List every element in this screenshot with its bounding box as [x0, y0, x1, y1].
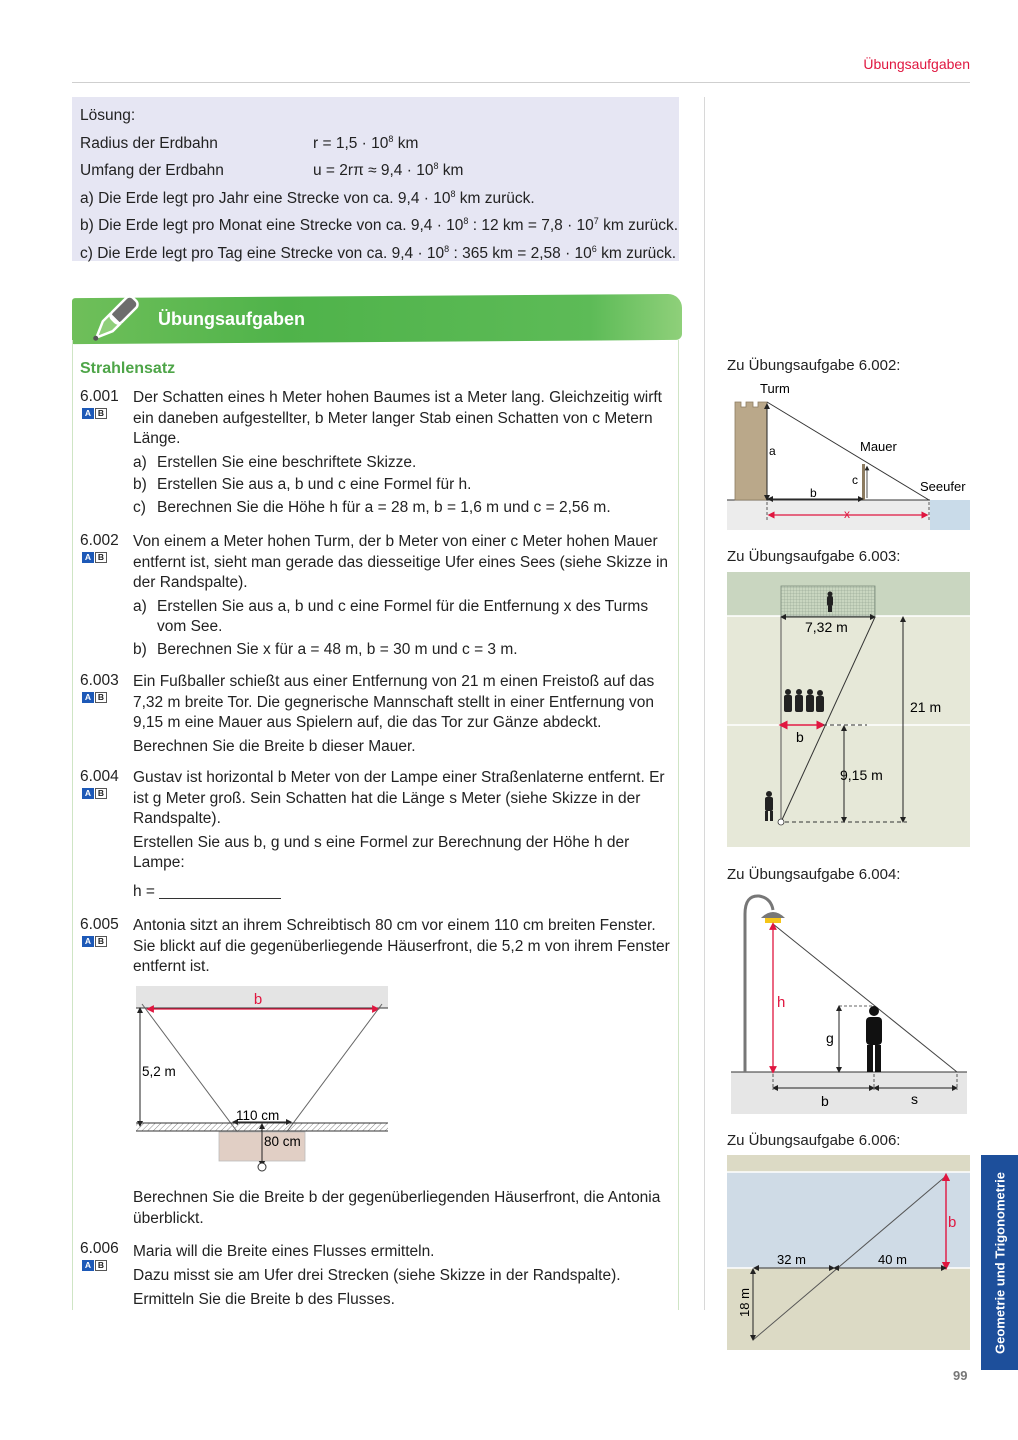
- exercise-text: Von einem a Meter hohen Turm, der b Meter von einer c Meter hohen Mauer entfernt ist, sieht man gerade das diesseitige Ufer eines Sees (siehe Skizze in der Randspalte).: [133, 533, 669, 591]
- exercise-part: [133, 498, 675, 519]
- exponent: 8: [450, 188, 456, 199]
- part-label: b): [133, 476, 147, 493]
- solution-label: Lösung:: [80, 107, 136, 124]
- answer-text: km zurück.: [596, 244, 677, 262]
- solution-row-label: Umfang der Erdbahn: [80, 162, 224, 179]
- difficulty-badges: [82, 788, 107, 799]
- badge-a: A: [82, 1260, 94, 1271]
- figure-caption-6003: Zu Übungsaufgabe 6.003:: [727, 548, 901, 565]
- part-label: a): [133, 453, 147, 471]
- difficulty-badges: [82, 692, 107, 703]
- exponent: 8: [388, 133, 394, 144]
- part-label: c): [133, 498, 146, 516]
- river-figure: [727, 1155, 970, 1350]
- label-distance: 5,2 m: [142, 1064, 176, 1079]
- viewer-point: [258, 1163, 266, 1171]
- badge-a: A: [82, 692, 94, 703]
- label-desk: 80 cm: [264, 1134, 301, 1149]
- exponent: 6: [591, 243, 597, 254]
- label-40m: 40 m: [878, 1252, 907, 1267]
- exercise-number: 6.001: [80, 388, 119, 405]
- exercise-text: Ein Fußballer schießt aus einer Entfernung von 21 m einen Freistoß auf das 7,32 m breite Tor. Die gegnerische Mannschaft stellt in einer Entfernung von 9,15 m eine Mauer aus Spielern auf, die das Tor zur Gänze abdeckt.: [133, 673, 655, 731]
- solution-box: [72, 97, 679, 261]
- part-text: Erstellen Sie aus a, b und c eine Formel für h.: [157, 476, 472, 493]
- unit: km: [438, 162, 464, 179]
- label-distance: 21 m: [910, 699, 942, 715]
- label-32m: 32 m: [777, 1252, 806, 1267]
- exponent: 7: [593, 216, 599, 226]
- label-b: b: [948, 1214, 957, 1231]
- part-label: b): [133, 640, 147, 658]
- solution-answer: [80, 240, 677, 268]
- light-ray: [773, 924, 957, 1072]
- exercise-number: 6.004: [80, 768, 119, 785]
- solution-row-value: r = 1,5 · 10: [313, 134, 389, 152]
- solution-row-label: Radius der Erdbahn: [80, 134, 218, 152]
- label-b: b: [821, 1093, 829, 1109]
- difficulty-badges: [82, 408, 107, 419]
- exercise-text: Maria will die Breite eines Flusses ermitteln.: [133, 1243, 435, 1260]
- solution-answer: [80, 185, 671, 213]
- part-text: Berechnen Sie die Höhe h für a = 28 m, b = 1,6 m und c = 2,56 m.: [157, 498, 611, 516]
- street-lamp-figure: [727, 890, 970, 1115]
- badge-a: A: [82, 936, 94, 947]
- answer-text: : 365 km = 2,58 · 10: [449, 244, 592, 262]
- window-view-figure: [130, 984, 395, 1174]
- label-wall-distance: 9,15 m: [840, 767, 883, 783]
- figure-caption-6002: Zu Übungsaufgabe 6.002:: [727, 357, 901, 374]
- part-text: Erstellen Sie eine beschriftete Skizze.: [157, 453, 417, 471]
- wall: [862, 464, 865, 500]
- label-wall: Mauer: [860, 439, 897, 454]
- label-18m: 18 m: [737, 1288, 752, 1317]
- answer-text: km zurück.: [455, 189, 535, 207]
- label-tower: Turm: [760, 381, 790, 396]
- part-text: Erstellen Sie aus a, b und c eine Formel für die Entfernung x des Turms vom See.: [157, 597, 649, 635]
- sight-line: [767, 402, 929, 500]
- exercise-6-005-question: [80, 1188, 675, 1232]
- label-goal-width: 7,32 m: [805, 619, 848, 635]
- badge-b: B: [95, 552, 107, 563]
- exercise-text: Ermitteln Sie die Breite b des Flusses.: [133, 1291, 395, 1308]
- label-h: h: [777, 994, 786, 1011]
- label-window: 110 cm: [236, 1108, 280, 1123]
- label-s: s: [911, 1091, 918, 1107]
- exercise-text: Erstellen Sie aus b, g und s eine Formel zur Berechnung der Höhe h der Lampe:: [133, 833, 630, 871]
- badge-b: B: [95, 1260, 107, 1271]
- solution-row-value: u = 2rπ ≈ 9,4 · 10: [313, 162, 434, 179]
- answer-text: c) Die Erde legt pro Tag eine Strecke von ca. 9,4 · 10: [80, 244, 445, 262]
- badge-b: B: [95, 788, 107, 799]
- header-divider: [72, 82, 970, 83]
- exercise-6-006: [80, 1240, 675, 1312]
- exercise-6-003: [80, 672, 675, 760]
- label-b: b: [796, 729, 804, 745]
- badge-b: B: [95, 692, 107, 703]
- banner-title: Übungsaufgaben: [158, 309, 305, 329]
- exercise-number: 6.003: [80, 672, 119, 689]
- exercise-text: Der Schatten eines h Meter hohen Baumes ist a Meter lang. Gleichzeitig wirft ein daneben aufgestellter, b Meter langer Stab einen Schatten von c Metern Länge.: [133, 389, 662, 447]
- chapter-tab-label: Geometrie und Trigonometrie: [992, 1171, 1007, 1354]
- exercise-number: 6.005: [80, 916, 119, 933]
- label-b: b: [810, 486, 817, 500]
- answer-text: a) Die Erde legt pro Jahr eine Strecke von ca. 9,4 · 10: [80, 189, 451, 207]
- exercise-text: Berechnen Sie die Breite b der gegenüberliegenden Häuserfront, die Antonia überblickt.: [133, 1189, 661, 1227]
- label-shore: Seeufer: [920, 479, 966, 494]
- exercise-text: Antonia sitzt an ihrem Schreibtisch 80 cm vor einem 110 cm breiten Fenster. Sie blickt auf die gegenüberliegende Häuserfront, die 5,2 m von ihrem Fenster entfernt ist.: [133, 917, 670, 975]
- difficulty-badges: [82, 1260, 107, 1271]
- exercise-number: 6.006: [80, 1240, 119, 1257]
- badge-a: A: [82, 408, 94, 419]
- solution-row: [80, 130, 671, 158]
- exercise-6-001: [80, 388, 675, 518]
- page-number: 99: [953, 1368, 968, 1383]
- chapter-tab[interactable]: [981, 1155, 1018, 1370]
- answer-prefix: h =: [133, 882, 155, 900]
- answer-text: : 12 km = 7,8 · 10: [468, 217, 594, 234]
- exercise-6-002: [80, 532, 675, 660]
- person-icon: [866, 1006, 882, 1072]
- part-label: a): [133, 597, 147, 615]
- badge-a: A: [82, 788, 94, 799]
- column-divider: [704, 97, 705, 1310]
- label-a: a: [769, 444, 776, 458]
- exercise-text: Gustav ist horizontal b Meter von der Lampe einer Straßenlaterne entfernt. Er ist g Meter groß. Sein Schatten hat die Länge s Meter (siehe Skizze in der Randspalte).: [133, 769, 665, 827]
- unit: km: [393, 134, 419, 152]
- free-kick-figure: [727, 572, 970, 847]
- lamp-head: [761, 912, 785, 918]
- exercise-part: [133, 597, 675, 638]
- tower-figure: [727, 378, 970, 530]
- running-head: Übungsaufgaben: [863, 56, 970, 72]
- exercise-text: Berechnen Sie die Breite b dieser Mauer.: [133, 737, 416, 755]
- lamp-light: [765, 918, 781, 923]
- exercise-part: [133, 640, 675, 661]
- solution-row: [80, 157, 671, 185]
- label-b: b: [253, 991, 263, 1008]
- exercise-part: [133, 475, 675, 496]
- ball-icon: [778, 819, 784, 825]
- exercise-6-004: [80, 768, 675, 905]
- label-c: c: [852, 473, 858, 487]
- answer-text: km zurück.: [598, 217, 679, 234]
- section-banner: [72, 296, 682, 342]
- exponent: 8: [444, 243, 450, 254]
- answer-input[interactable]: [159, 885, 281, 899]
- exercise-number: 6.002: [80, 532, 119, 549]
- lake: [930, 500, 970, 530]
- exercise-6-005: [80, 916, 675, 981]
- solution-answer: [80, 212, 679, 240]
- difficulty-badges: [82, 936, 107, 947]
- exponent: 8: [433, 161, 439, 171]
- badge-a: A: [82, 552, 94, 563]
- badge-b: B: [95, 936, 107, 947]
- difficulty-badges: [82, 552, 107, 563]
- exponent: 8: [463, 216, 469, 226]
- answer-text: b) Die Erde legt pro Monat eine Strecke von ca. 9,4 · 10: [80, 217, 464, 234]
- figure-caption-6006: Zu Übungsaufgabe 6.006:: [727, 1132, 901, 1149]
- figure-caption-6004: Zu Übungsaufgabe 6.004:: [727, 866, 901, 883]
- exercise-text: Dazu misst sie am Ufer drei Strecken (siehe Skizze in der Randspalte).: [133, 1267, 621, 1284]
- section-heading: Strahlensatz: [80, 360, 176, 377]
- ground: [731, 1072, 967, 1114]
- part-text: Berechnen Sie x für a = 48 m, b = 30 m und c = 3 m.: [157, 640, 518, 658]
- label-g: g: [826, 1030, 834, 1046]
- tower: [735, 402, 767, 500]
- answer-line: [133, 882, 675, 903]
- label-x: x: [844, 507, 850, 521]
- badge-b: B: [95, 408, 107, 419]
- exercise-part: [133, 453, 675, 474]
